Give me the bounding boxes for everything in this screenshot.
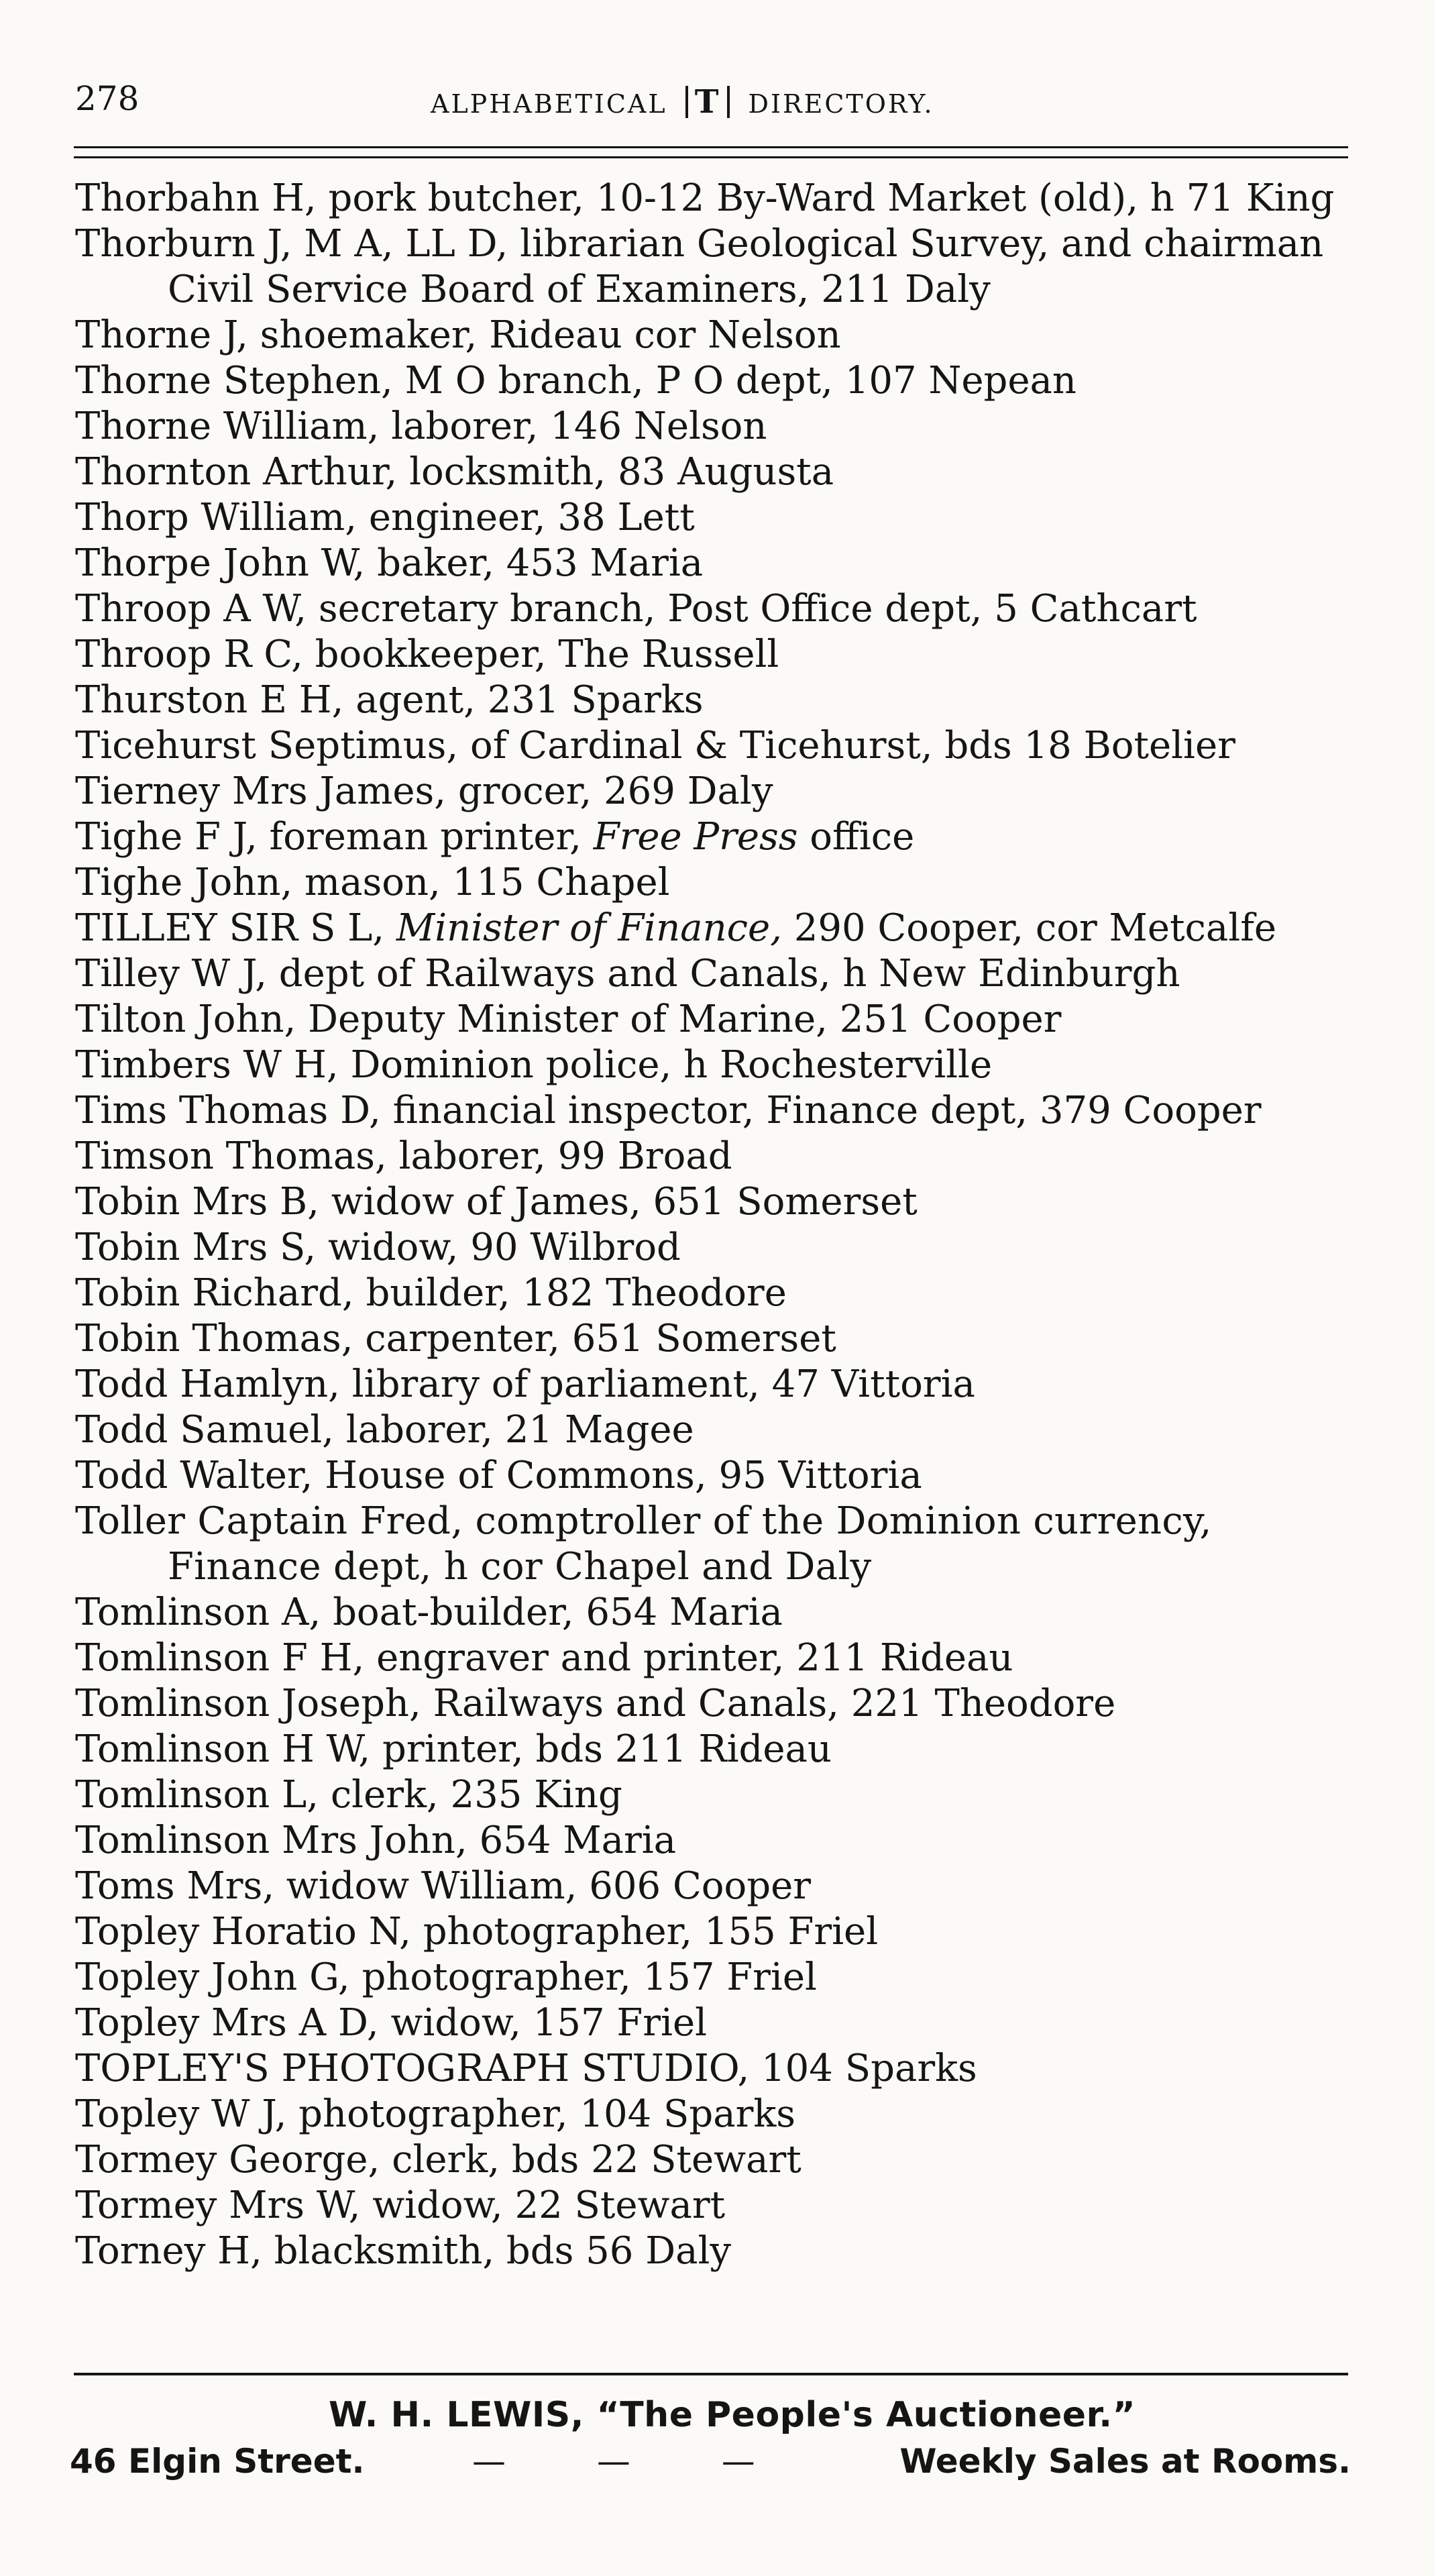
directory-entry: Topley W J, photographer, 104 Sparks [75,2092,796,2136]
directory-entry: Toller Captain Fred, comptroller of the Dominion currency, Finance dept, h cor Chapel and Daly [75,1499,1212,1589]
directory-entry: TOPLEY'S PHOTOGRAPH STUDIO, 104 Sparks [75,2047,977,2090]
directory-entry: Tilley W J, dept of Railways and Canals, h New Edinburgh [75,952,1180,996]
directory-entry: Tormey George, clerk, bds 22 Stewart [75,2138,802,2182]
entry-tail: 290 Cooper, cor Metcalfe [781,906,1277,950]
directory-entry: Todd Walter, House of Commons, 95 Vittoria [75,1454,922,1497]
directory-entry: Throop A W, secretary branch, Post Office dept, 5 Cathcart [75,587,1197,631]
directory-entry: Tobin Richard, builder, 182 Theodore [75,1271,787,1315]
directory-entry: Tomlinson Mrs John, 654 Maria [75,1819,677,1862]
running-head-right: DIRECTORY. [748,89,934,119]
directory-entry: Todd Samuel, laborer, 21 Magee [75,1408,694,1452]
directory-entry: Thorburn J, M A, LL D, librarian Geological Survey, and chairman Civil Service Board of Examiners, 211 Daly [75,222,1324,311]
directory-entry: Tighe John, mason, 115 Chapel [75,861,670,904]
newspaper-name: Free Press [593,815,798,859]
advert-dashes: — — — [472,2442,795,2481]
directory-entry: Thorp William, engineer, 38 Lett [75,496,695,539]
directory-entry: Thorbahn H, pork butcher, 10-12 By-Ward Market (old), h 71 King [75,176,1335,220]
entry-text: Tighe F J, foreman printer, [75,815,582,859]
directory-entry: Tierney Mrs James, grocer, 269 Daly [75,769,773,813]
section-letter: T [685,86,730,118]
page-header [75,79,1349,133]
directory-entry: Thorpe John W, baker, 453 Maria [75,541,704,585]
directory-entry: Tormey Mrs W, widow, 22 Stewart [75,2184,726,2227]
directory-entry-tighe-fj [75,814,1356,860]
entry-tail: office [797,815,915,859]
directory-entry: Topley John G, photographer, 157 Friel [75,1955,817,1999]
directory-entry: Torney H, blacksmith, bds 56 Daly [75,2229,732,2273]
directory-entries [75,176,1356,2274]
directory-entry: Tomlinson A, boat-builder, 654 Maria [75,1591,783,1634]
directory-entry: Tims Thomas D, financial inspector, Finance dept, 379 Cooper [75,1089,1262,1132]
directory-entry: Thornton Arthur, locksmith, 83 Augusta [75,450,834,494]
footer-rule [74,2373,1348,2375]
directory-entry: Thorne William, laborer, 146 Nelson [75,405,767,448]
directory-entry: Topley Horatio N, photographer, 155 Friel [75,1910,879,1953]
directory-entry: Tobin Thomas, carpenter, 651 Somerset [75,1317,836,1360]
directory-entry: Timson Thomas, laborer, 99 Broad [75,1134,732,1178]
directory-entry: Tomlinson F H, engraver and printer, 211 Rideau [75,1636,1013,1680]
directory-entry: Tomlinson L, clerk, 235 King [75,1773,622,1817]
directory-entry: Thurston E H, agent, 231 Sparks [75,678,704,722]
directory-entry: Toms Mrs, widow William, 606 Cooper [75,1864,811,1908]
page-number: 278 [75,79,140,118]
running-head [431,83,934,121]
directory-entry: Topley Mrs A D, widow, 157 Friel [75,2001,708,2045]
directory-entry: Tilton John, Deputy Minister of Marine, 251 Cooper [75,998,1062,1041]
advert-address-line [70,2442,1351,2489]
directory-entry: Thorne J, shoemaker, Rideau cor Nelson [75,313,841,357]
advert-address: 46 Elgin Street. [70,2442,365,2481]
directory-entry: Tobin Mrs B, widow of James, 651 Somerset [75,1180,918,1224]
directory-entry: Tomlinson Joseph, Railways and Canals, 221 Theodore [75,1682,1116,1725]
directory-entry: Thorne Stephen, M O branch, P O dept, 107 Nepean [75,359,1077,402]
directory-entry: Timbers W H, Dominion police, h Rochesterville [75,1043,993,1087]
directory-entry-tilley [75,906,1356,951]
directory-entry: Ticehurst Septimus, of Cardinal & Ticehurst, bds 18 Botelier [75,724,1235,767]
advert-sales: Weekly Sales at Rooms. [899,2442,1351,2481]
directory-entry: Tobin Mrs S, widow, 90 Wilbrod [75,1226,681,1269]
entry-text: TILLEY SIR S L, [75,906,385,950]
advert-line: W. H. LEWIS, “The People's Auctioneer.” [329,2395,1136,2435]
office-title: Minister of Finance, [396,906,782,950]
directory-entry: Todd Hamlyn, library of parliament, 47 Vittoria [75,1362,975,1406]
directory-entry: Tomlinson H W, printer, bds 211 Rideau [75,1727,832,1771]
directory-entry: Throop R C, bookkeeper, The Russell [75,633,779,676]
header-double-rule [74,146,1348,158]
running-head-left: ALPHABETICAL [431,89,667,119]
